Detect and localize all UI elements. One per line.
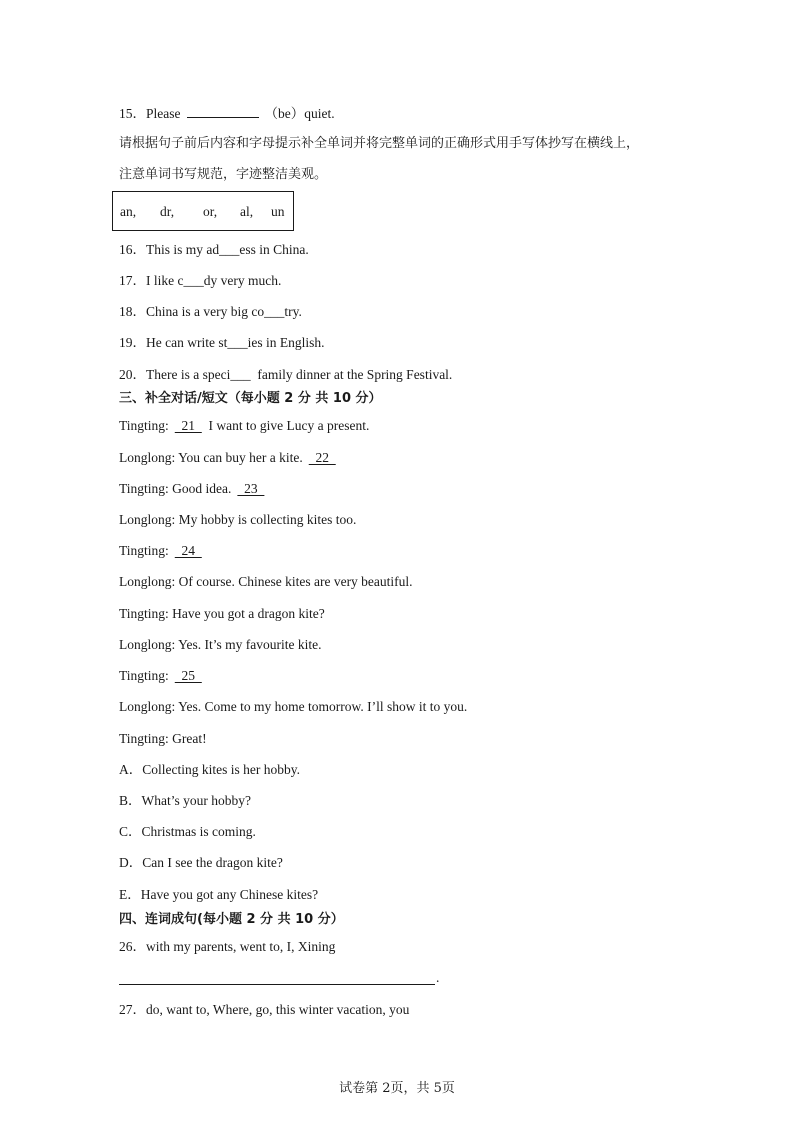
dialogue-text: Of course. Chinese kites are very beautiful. [175, 574, 413, 589]
question-number: 15． [119, 106, 146, 121]
dialogue-line [119, 731, 207, 747]
question-number: 20． [119, 367, 146, 382]
option-a [119, 762, 300, 778]
question-text: dy very much. [203, 273, 282, 288]
dialogue-line [119, 574, 413, 590]
question-text: ess in China. [239, 242, 309, 257]
section-4-heading: 四、连词成句(每小题 2 分 共 10 分） [119, 912, 344, 927]
question-20 [119, 367, 452, 383]
question-text: He can write st [146, 335, 228, 350]
letter-blank[interactable]: ___ [219, 242, 240, 257]
dialogue-text: You can buy her a kite. [175, 450, 303, 465]
speaker: Longlong: [119, 512, 176, 527]
dialogue-text: Yes. Come to my home tomorrow. I’ll show it to you. [175, 699, 468, 714]
page-footer: 试卷第 2页，共 5页 [339, 1081, 455, 1096]
dialogue-line [119, 606, 325, 622]
dialogue-blank[interactable]: 25 [174, 668, 202, 683]
letter-blank[interactable]: ___ [227, 335, 248, 350]
dialogue-line [119, 512, 356, 528]
speaker: Longlong: [119, 574, 176, 589]
dialogue-blank[interactable]: 24 [174, 543, 202, 558]
speaker: Tingting: [119, 481, 169, 496]
letter-blank[interactable]: ___ [230, 367, 251, 382]
speaker: Tingting: [119, 418, 169, 433]
question-text: try. [284, 304, 302, 319]
dialogue-blank[interactable]: 23 [237, 481, 265, 496]
option-b [119, 793, 251, 809]
dialogue-line [119, 450, 336, 466]
option-c [119, 824, 256, 840]
letter-option: an, [120, 204, 137, 219]
question-18 [119, 304, 302, 320]
question-text: ies in English. [247, 335, 325, 350]
option-letter: C． [119, 824, 142, 839]
option-letter: A． [119, 762, 143, 777]
letter-options-box [112, 191, 294, 231]
dialogue-line [119, 543, 202, 559]
section-3-heading: 三、补全对话/短文（每小题 2 分 共 10 分） [119, 391, 382, 406]
letter-option: al, [240, 204, 254, 219]
dialogue-blank[interactable]: 21 [174, 418, 202, 433]
letter-option: or, [203, 204, 218, 219]
option-e [119, 887, 318, 903]
instruction-line-1: 请根据句子前后内容和字母提示补全单词并将完整单词的正确形式用手写体抄写在横线上， [119, 136, 640, 151]
dialogue-text: Great! [168, 731, 207, 746]
letter-blank[interactable]: ___ [264, 304, 285, 319]
question-number: 17． [119, 273, 146, 288]
option-text: Collecting kites is her hobby. [142, 762, 300, 777]
question-15 [119, 105, 335, 122]
dialogue-text: My hobby is collecting kites too. [175, 512, 357, 527]
question-19 [119, 335, 324, 351]
dialogue-line [119, 481, 264, 497]
dialogue-text: Good idea. [168, 481, 232, 496]
question-number: 18． [119, 304, 146, 319]
option-d [119, 855, 283, 871]
letter-option: un [271, 204, 285, 219]
dialogue-line [119, 637, 322, 653]
option-text: Christmas is coming. [141, 824, 256, 839]
dialogue-line [119, 668, 202, 684]
question-words: with my parents, went to, I, Xining [146, 939, 336, 954]
question-number: 26． [119, 939, 146, 954]
speaker: Tingting: [119, 606, 169, 621]
question-text: family dinner at the Spring Festival. [250, 367, 453, 382]
option-letter: E． [119, 887, 141, 902]
answer-line[interactable] [119, 984, 435, 985]
option-text: Can I see the dragon kite? [142, 855, 283, 870]
speaker: Longlong: [119, 637, 176, 652]
dialogue-text: Yes. It’s my favourite kite. [175, 637, 322, 652]
answer-blank[interactable] [187, 105, 259, 118]
question-text: China is a very big co [146, 304, 265, 319]
dialogue-line [119, 699, 467, 715]
question-text: There is a speci [146, 367, 231, 382]
question-27 [119, 1002, 409, 1018]
instruction-line-2: 注意单词书写规范，字迹整洁美观。 [119, 167, 328, 182]
letter-blank[interactable]: ___ [183, 273, 204, 288]
option-letter: B． [119, 793, 142, 808]
answer-period: . [436, 970, 440, 985]
speaker: Tingting: [119, 731, 169, 746]
question-text: I like c [146, 273, 184, 288]
question-17 [119, 273, 281, 289]
dialogue-text: Have you got a dragon kite? [168, 606, 325, 621]
speaker: Longlong: [119, 450, 176, 465]
question-number: 19． [119, 335, 146, 350]
question-number: 27． [119, 1002, 146, 1017]
speaker: Longlong: [119, 699, 176, 714]
question-number: 16． [119, 242, 146, 257]
question-text: This is my ad [146, 242, 220, 257]
speaker: Tingting: [119, 668, 169, 683]
question-hint: （be）quiet. [264, 106, 335, 121]
dialogue-blank[interactable]: 22 [308, 450, 336, 465]
letter-option: dr, [160, 204, 175, 219]
question-26 [119, 939, 335, 955]
option-text: What’s your hobby? [141, 793, 251, 808]
dialogue-text: I want to give Lucy a present. [201, 418, 370, 433]
option-letter: D． [119, 855, 143, 870]
dialogue-line [119, 418, 369, 434]
speaker: Tingting: [119, 543, 169, 558]
question-text: Please [146, 106, 181, 121]
question-16 [119, 242, 309, 258]
question-words: do, want to, Where, go, this winter vacation, you [146, 1002, 410, 1017]
option-text: Have you got any Chinese kites? [140, 887, 319, 902]
